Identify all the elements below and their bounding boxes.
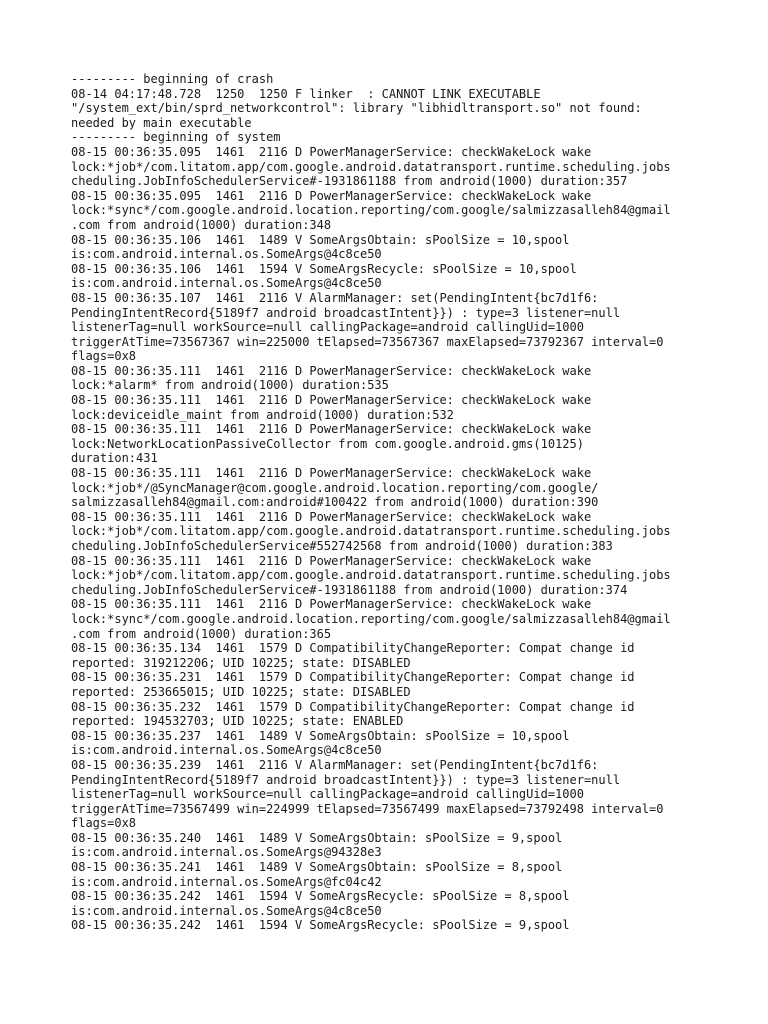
log-line: 08-15 00:36:35.242 1461 1594 V SomeArgsRecycle: sPoolSize = 8,spool bbox=[71, 889, 570, 904]
log-line: reported: 194532703; UID 10225; state: ENABLED bbox=[71, 714, 404, 729]
log-line: lock:*sync*/com.google.android.location.reporting/com.google/salmizzasalleh84@gmail bbox=[71, 611, 671, 626]
log-line: listenerTag=null workSource=null callingPackage=android callingUid=1000 bbox=[71, 787, 584, 802]
log-line: is:com.android.internal.os.SomeArgs@94328e3 bbox=[71, 845, 382, 860]
log-line: 08-15 00:36:35.095 1461 2116 D PowerManagerService: checkWakeLock wake bbox=[71, 188, 592, 203]
log-line: 08-15 00:36:35.232 1461 1579 D CompatibilityChangeReporter: Compat change id bbox=[71, 699, 635, 714]
log-line: 08-15 00:36:35.107 1461 2116 V AlarmManager: set(PendingIntent{bc7d1f6: bbox=[71, 290, 599, 305]
log-line: duration:431 bbox=[71, 451, 158, 466]
log-line: 08-14 04:17:48.728 1250 1250 F linker : CANNOT LINK EXECUTABLE bbox=[71, 86, 541, 101]
log-line: 08-15 00:36:35.111 1461 2116 D PowerManagerService: checkWakeLock wake bbox=[71, 553, 592, 568]
log-line: --------- beginning of system bbox=[71, 130, 281, 145]
log-line: cheduling.JobInfoSchedulerService#-1931861188 from android(1000) duration:357 bbox=[71, 174, 628, 189]
log-line: lock:*job*/@SyncManager@com.google.android.location.reporting/com.google/ bbox=[71, 480, 599, 495]
log-line: is:com.android.internal.os.SomeArgs@4c8ce50 bbox=[71, 743, 382, 758]
log-text-block bbox=[71, 72, 711, 933]
log-line: salmizzasalleh84@gmail.com:android#100422 from android(1000) duration:390 bbox=[71, 495, 599, 510]
log-line: 08-15 00:36:35.242 1461 1594 V SomeArgsRecycle: sPoolSize = 9,spool bbox=[71, 918, 570, 933]
log-line: is:com.android.internal.os.SomeArgs@4c8ce50 bbox=[71, 903, 382, 918]
log-line: "/system_ext/bin/sprd_networkcontrol": library "libhidltransport.so" not found: bbox=[71, 101, 642, 116]
log-line: lock:*job*/com.litatom.app/com.google.android.datatransport.runtime.scheduling.jobs bbox=[71, 159, 671, 174]
log-line: 08-15 00:36:35.231 1461 1579 D CompatibilityChangeReporter: Compat change id bbox=[71, 670, 635, 685]
log-line: .com from android(1000) duration:348 bbox=[71, 217, 332, 232]
log-line: 08-15 00:36:35.134 1461 1579 D CompatibilityChangeReporter: Compat change id bbox=[71, 641, 635, 656]
log-line: 08-15 00:36:35.111 1461 2116 D PowerManagerService: checkWakeLock wake bbox=[71, 393, 592, 408]
log-line: triggerAtTime=73567367 win=225000 tElapsed=73567367 maxElapsed=73792367 interval=0 bbox=[71, 334, 664, 349]
log-line: is:com.android.internal.os.SomeArgs@4c8ce50 bbox=[71, 276, 382, 291]
log-line: flags=0x8 bbox=[71, 816, 137, 831]
log-line: lock:NetworkLocationPassiveCollector from com.google.android.gms(10125) bbox=[71, 436, 584, 451]
log-line: lock:*job*/com.litatom.app/com.google.android.datatransport.runtime.scheduling.jobs bbox=[71, 568, 671, 583]
log-line: cheduling.JobInfoSchedulerService#-1931861188 from android(1000) duration:374 bbox=[71, 582, 628, 597]
log-line: 08-15 00:36:35.106 1461 1489 V SomeArgsObtain: sPoolSize = 10,spool bbox=[71, 232, 570, 247]
log-line: 08-15 00:36:35.106 1461 1594 V SomeArgsRecycle: sPoolSize = 10,spool bbox=[71, 261, 577, 276]
log-line: 08-15 00:36:35.240 1461 1489 V SomeArgsObtain: sPoolSize = 9,spool bbox=[71, 830, 563, 845]
log-line: lock:deviceidle_maint from android(1000) duration:532 bbox=[71, 407, 454, 422]
log-line: 08-15 00:36:35.111 1461 2116 D PowerManagerService: checkWakeLock wake bbox=[71, 509, 592, 524]
log-line: is:com.android.internal.os.SomeArgs@4c8ce50 bbox=[71, 247, 382, 262]
log-line: 08-15 00:36:35.111 1461 2116 D PowerManagerService: checkWakeLock wake bbox=[71, 363, 592, 378]
log-line: lock:*sync*/com.google.android.location.reporting/com.google/salmizzasalleh84@gmail bbox=[71, 203, 671, 218]
log-line: reported: 253665015; UID 10225; state: DISABLED bbox=[71, 684, 411, 699]
log-line: lock:*job*/com.litatom.app/com.google.android.datatransport.runtime.scheduling.jobs bbox=[71, 524, 671, 539]
log-line: .com from android(1000) duration:365 bbox=[71, 626, 332, 641]
log-line: 08-15 00:36:35.111 1461 2116 D PowerManagerService: checkWakeLock wake bbox=[71, 597, 592, 612]
log-line: needed by main executable bbox=[71, 115, 252, 130]
log-line: triggerAtTime=73567499 win=224999 tElapsed=73567499 maxElapsed=73792498 interval=0 bbox=[71, 801, 664, 816]
log-line: 08-15 00:36:35.239 1461 2116 V AlarmManager: set(PendingIntent{bc7d1f6: bbox=[71, 757, 599, 772]
log-line: flags=0x8 bbox=[71, 349, 137, 364]
log-line: lock:*alarm* from android(1000) duration:535 bbox=[71, 378, 389, 393]
log-line: PendingIntentRecord{5189f7 android broadcastIntent}}) : type=3 listener=null bbox=[71, 305, 621, 320]
log-line: 08-15 00:36:35.111 1461 2116 D PowerManagerService: checkWakeLock wake bbox=[71, 422, 592, 437]
log-line: is:com.android.internal.os.SomeArgs@fc04c42 bbox=[71, 874, 382, 889]
log-line: PendingIntentRecord{5189f7 android broadcastIntent}}) : type=3 listener=null bbox=[71, 772, 621, 787]
log-line: 08-15 00:36:35.095 1461 2116 D PowerManagerService: checkWakeLock wake bbox=[71, 144, 592, 159]
log-line: 08-15 00:36:35.237 1461 1489 V SomeArgsObtain: sPoolSize = 10,spool bbox=[71, 728, 570, 743]
log-line: cheduling.JobInfoSchedulerService#552742568 from android(1000) duration:383 bbox=[71, 539, 613, 553]
log-line: 08-15 00:36:35.241 1461 1489 V SomeArgsObtain: sPoolSize = 8,spool bbox=[71, 860, 563, 875]
log-line: reported: 319212206; UID 10225; state: DISABLED bbox=[71, 655, 411, 670]
log-line: --------- beginning of crash bbox=[71, 72, 274, 86]
log-line: listenerTag=null workSource=null callingPackage=android callingUid=1000 bbox=[71, 320, 584, 335]
log-line: 08-15 00:36:35.111 1461 2116 D PowerManagerService: checkWakeLock wake bbox=[71, 466, 592, 481]
